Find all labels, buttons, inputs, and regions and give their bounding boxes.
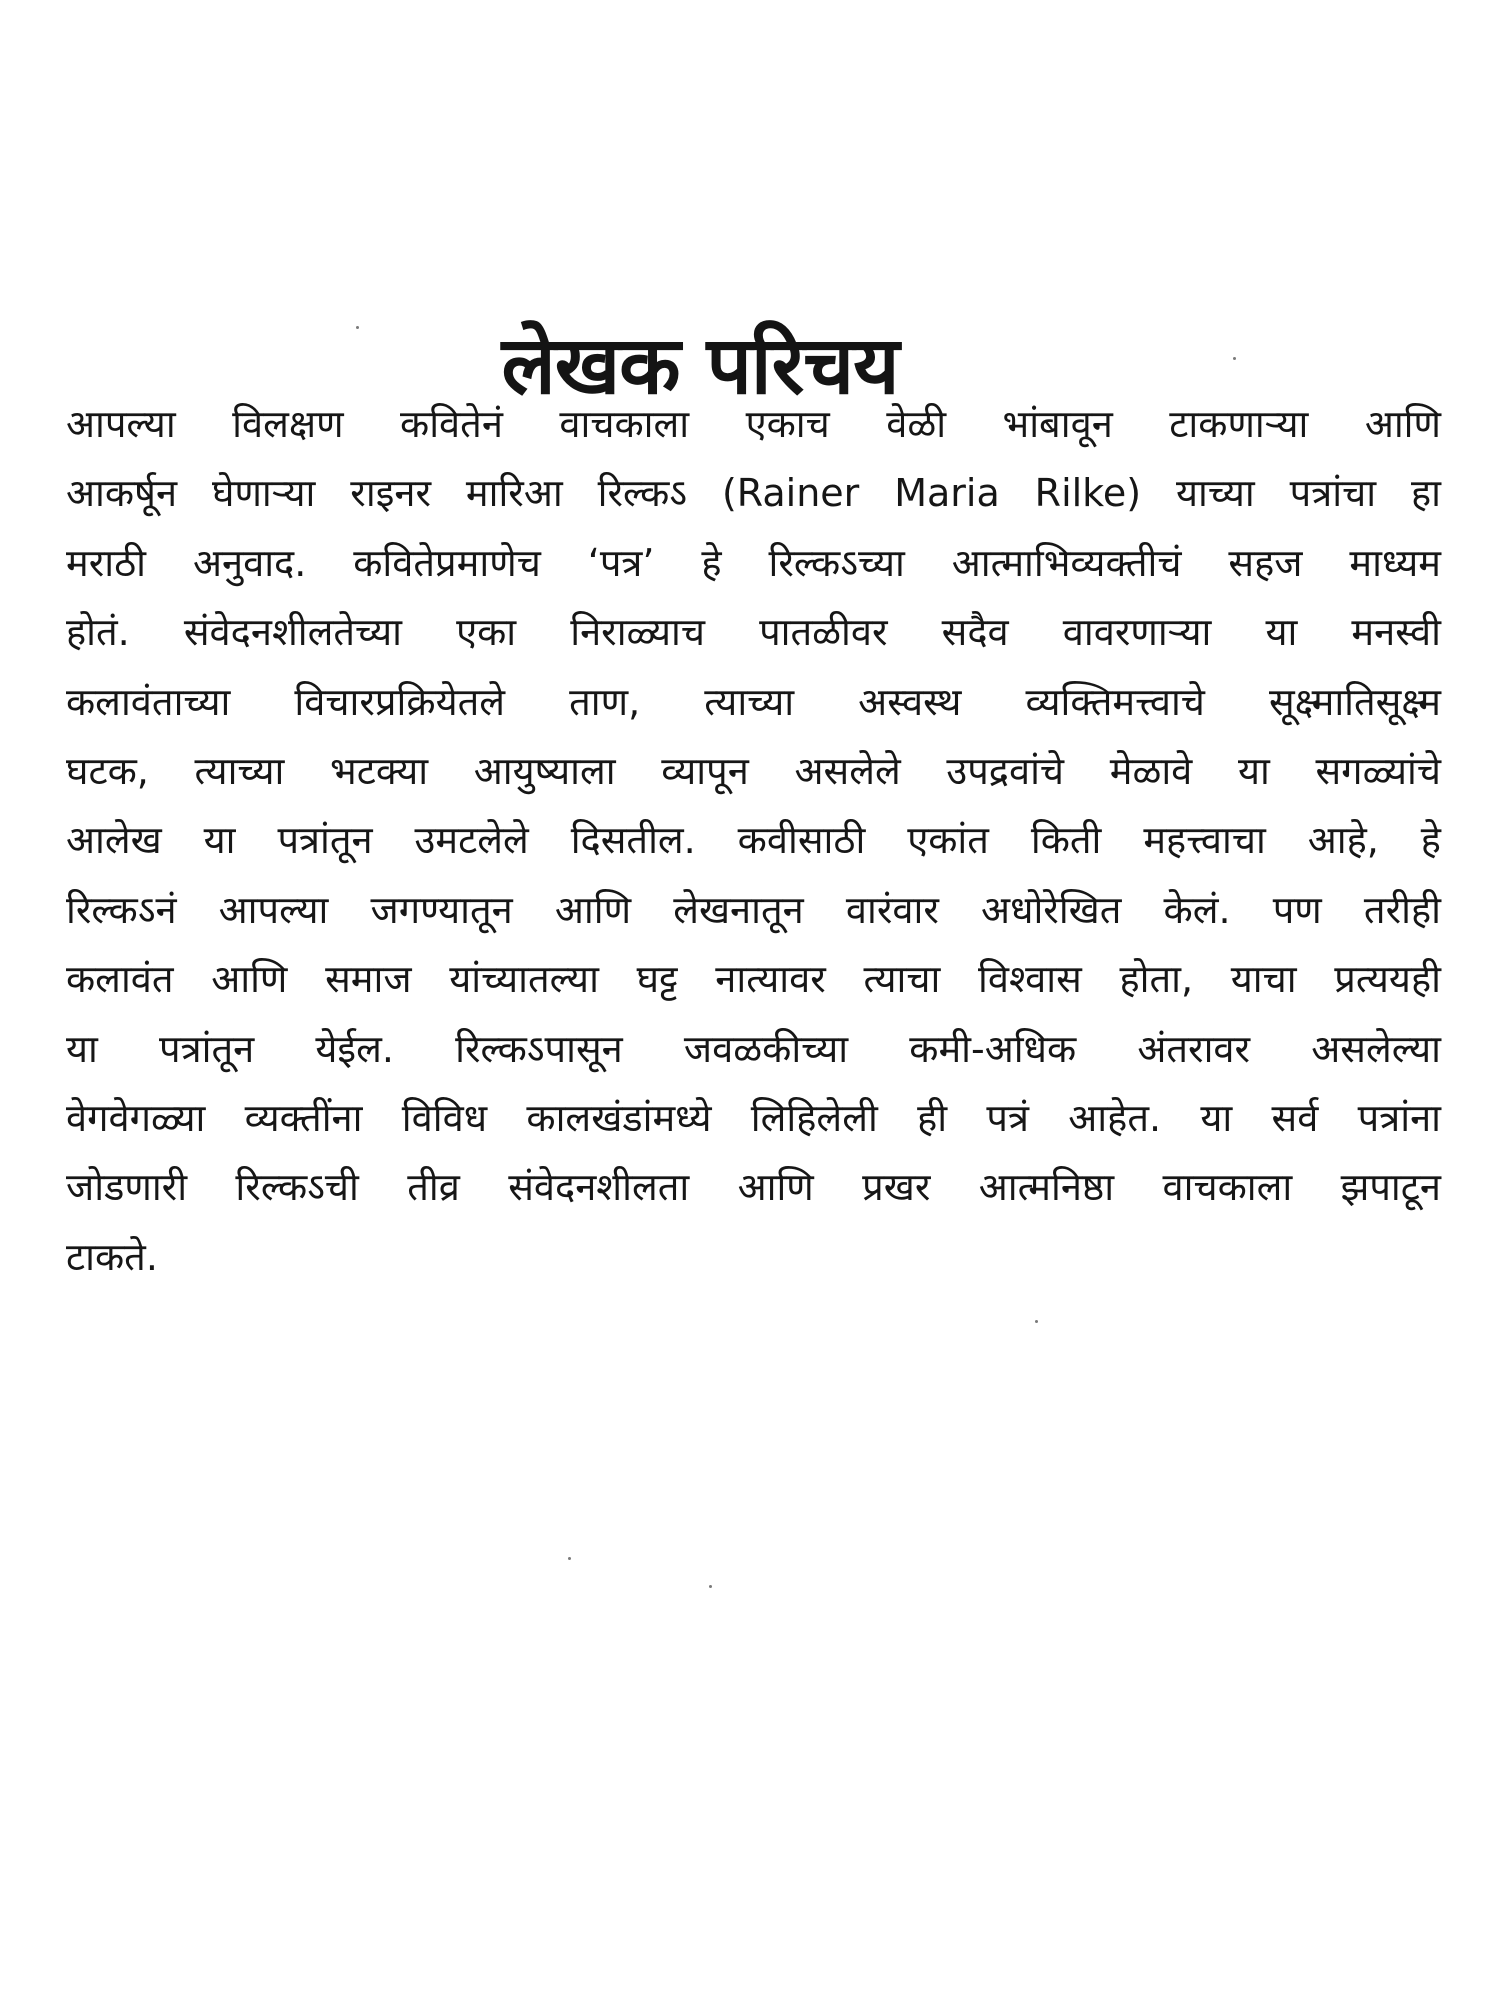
- paragraph-line: होतं. संवेदनशीलतेच्या एका निराळ्याच पातळीवर सदैव वावरणाऱ्या या मनस्वी: [66, 610, 1441, 655]
- paragraph-line: जोडणारी रिल्कऽची तीव्र संवेदनशीलता आणि प्रखर आत्मनिष्ठा वाचकाला झपाटून: [66, 1165, 1441, 1210]
- paragraph-line: या पत्रांतून येईल. रिल्कऽपासून जवळकीच्या कमी-अधिक अंतरावर असलेल्या: [66, 1026, 1441, 1071]
- scan-speck: [1035, 1320, 1038, 1323]
- scan-speck: [356, 326, 359, 329]
- scan-speck: [709, 1585, 712, 1588]
- scan-speck: [568, 1557, 571, 1560]
- paragraph-line: रिल्कऽनं आपल्या जगण्यातून आणि लेखनातून वारंवार अधोरेखित केलं. पण तरीही: [66, 887, 1441, 932]
- page-title: लेखक परिचय: [501, 318, 899, 412]
- paragraph-line: कलावंताच्या विचारप्रक्रियेतले ताण, त्याच्या अस्वस्थ व्यक्तिमत्त्वाचे सूक्ष्मातिसूक्ष्म: [66, 679, 1441, 724]
- paragraph-line: घटक, त्याच्या भटक्या आयुष्याला व्यापून असलेले उपद्रवांचे मेळावे या सगळ्यांचे: [66, 748, 1441, 793]
- paragraph-line: आलेख या पत्रांतून उमटलेले दिसतील. कवीसाठी एकांत किती महत्त्वाचा आहे, हे: [66, 818, 1441, 863]
- scan-speck: [1233, 357, 1236, 360]
- paragraph-line: मराठी अनुवाद. कवितेप्रमाणेच ‘पत्र’ हे रिल्कऽच्या आत्माभिव्यक्तीचं सहज माध्यम: [66, 540, 1441, 585]
- paragraph-line: आपल्या विलक्षण कवितेनं वाचकाला एकाच वेळी भांबावून टाकणाऱ्या आणि: [66, 402, 1441, 446]
- paragraph-line-last: टाकते.: [66, 1234, 158, 1279]
- paragraph-line: कलावंत आणि समाज यांच्यातल्या घट्ट नात्यावर त्याचा विश्वास होता, याचा प्रत्ययही: [66, 957, 1441, 1002]
- paragraph-line: आकर्षून घेणाऱ्या राइनर मारिआ रिल्कऽ (Rainer Maria Rilke) याच्या पत्रांचा हा: [66, 471, 1441, 516]
- author-introduction-paragraph: [66, 390, 1441, 1292]
- paragraph-line: वेगवेगळ्या व्यक्तींना विविध कालखंडांमध्ये लिहिलेली ही पत्रं आहेत. या सर्व पत्रांना: [66, 1095, 1441, 1140]
